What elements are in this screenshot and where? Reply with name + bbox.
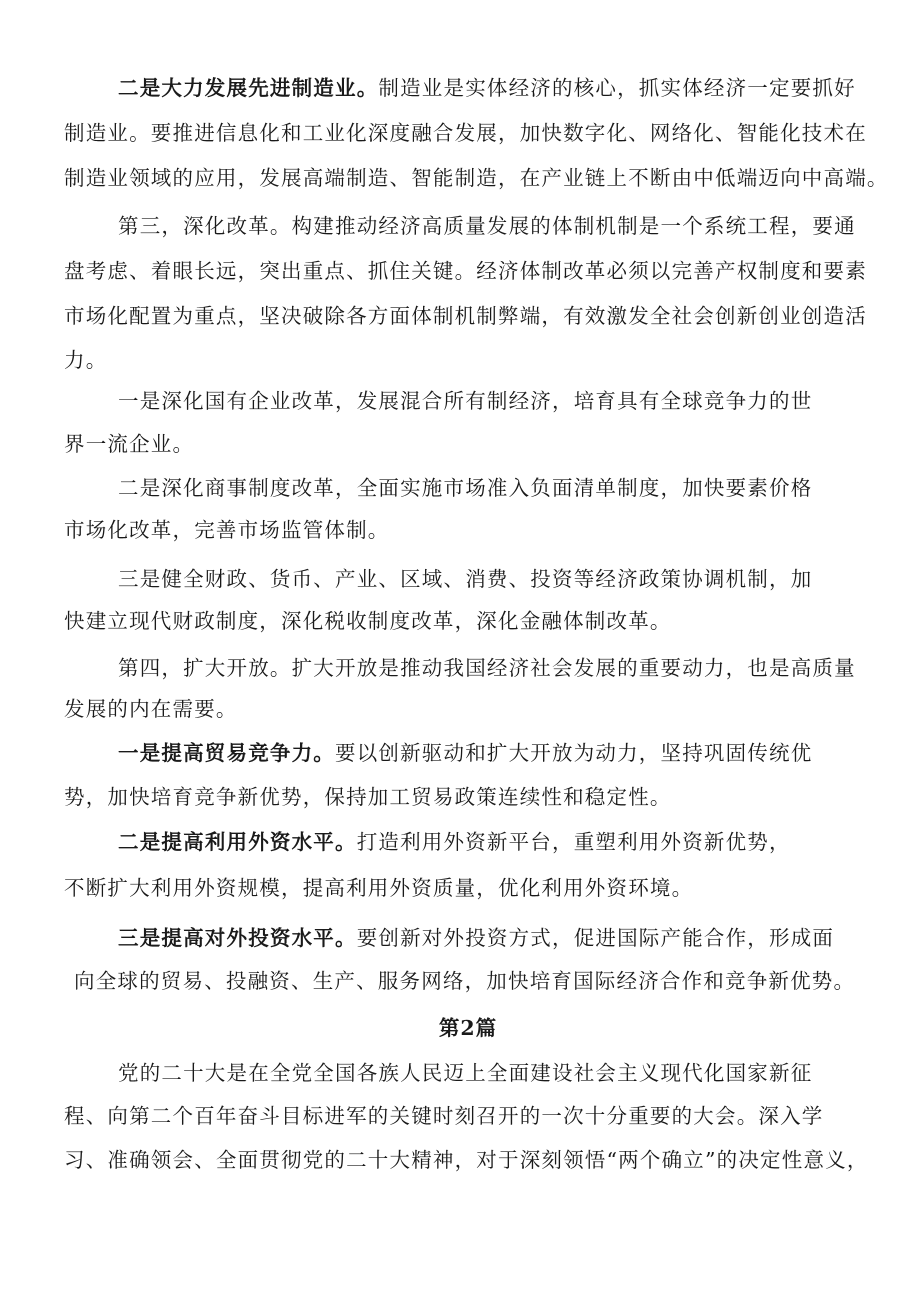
paragraph-line: 快建立现代财政制度，深化税收制度改革，深化金融体制改革。 [64, 609, 672, 633]
paragraph-line: 第四，扩大开放。扩大开放是推动我国经济社会发展的重要动力，也是高质量 [118, 656, 856, 680]
paragraph-line: 市场化配置为重点，坚决破除各方面体制机制弊端，有效激发全社会创新创业创造活 [64, 304, 867, 328]
paragraph-line [118, 739, 812, 767]
paragraph-line: 党的二十大是在全党全国各族人民迈上全面建设社会主义现代化国家新征 [118, 1061, 813, 1085]
paragraph-line: 势，加快培育竞争新优势，保持加工贸易政策连续性和稳定性。 [64, 785, 672, 809]
paragraph-line: 不断扩大利用外资规模，提高利用外资质量，优化利用外资环境。 [64, 876, 694, 900]
paragraph-line: 制造业。要推进信息化和工业化深度融合发展，加快数字化、网络化、智能化技术在 [64, 121, 867, 145]
paragraph-line: 习、准确领会、全面贯彻党的二十大精神，对于深刻领悟“两个确立”的决定性意义， [64, 1148, 869, 1172]
paragraph-line: 市场化改革，完善市场监管体制。 [64, 518, 390, 542]
paragraph-line: 一是深化国有企业改革，发展混合所有制经济，培育具有全球竞争力的世 [118, 389, 813, 413]
paragraph-line [118, 74, 856, 102]
paragraph-line: 第三，深化改革。构建推动经济高质量发展的体制机制是一个系统工程，要通 [118, 214, 856, 238]
paragraph-line: 三是健全财政、货币、产业、区域、消费、投资等经济政策协调机制，加 [118, 567, 813, 591]
paragraph-line: 发展的内在需要。 [64, 697, 238, 721]
paragraph-line: 界一流企业。 [64, 432, 195, 456]
emphasis-lead: 二是提高利用外资水平。 [118, 830, 357, 854]
paragraph-line: 二是深化商事制度改革，全面实施市场准入负面清单制度，加快要素价格 [118, 476, 813, 500]
paragraph-line [118, 828, 791, 856]
section-heading: 第2篇 [438, 1016, 498, 1040]
paragraph-line [118, 924, 834, 952]
line-text: 打造利用外资新平台，重塑利用外资新优势， [356, 830, 791, 854]
emphasis-lead: 三是提高对外投资水平。 [118, 926, 357, 950]
emphasis-lead: 二是大力发展先进制造业。 [118, 76, 379, 100]
paragraph-line: 盘考虑、着眼长远，突出重点、抓住关键。经济体制改革必须以完善产权制度和要素 [64, 259, 867, 283]
line-text: 制造业是实体经济的核心，抓实体经济一定要抓好 [378, 76, 856, 100]
line-text: 要以创新驱动和扩大开放为动力，坚持巩固传统优 [335, 741, 813, 765]
paragraph-line: 程、向第二个百年奋斗目标进军的关键时刻召开的一次十分重要的大会。深入学 [64, 1104, 824, 1128]
line-text: 要创新对外投资方式，促进国际产能合作，形成面 [356, 926, 835, 950]
paragraph-line: 向全球的贸易、投融资、生产、服务网络，加快培育国际经济合作和竞争新优势。 [74, 969, 856, 993]
paragraph-line: 制造业领域的应用，发展高端制造、智能制造，在产业链上不断由中低端迈向中高端。 [64, 166, 889, 190]
paragraph-line: 力。 [64, 348, 108, 372]
emphasis-lead: 一是提高贸易竞争力。 [118, 741, 335, 765]
